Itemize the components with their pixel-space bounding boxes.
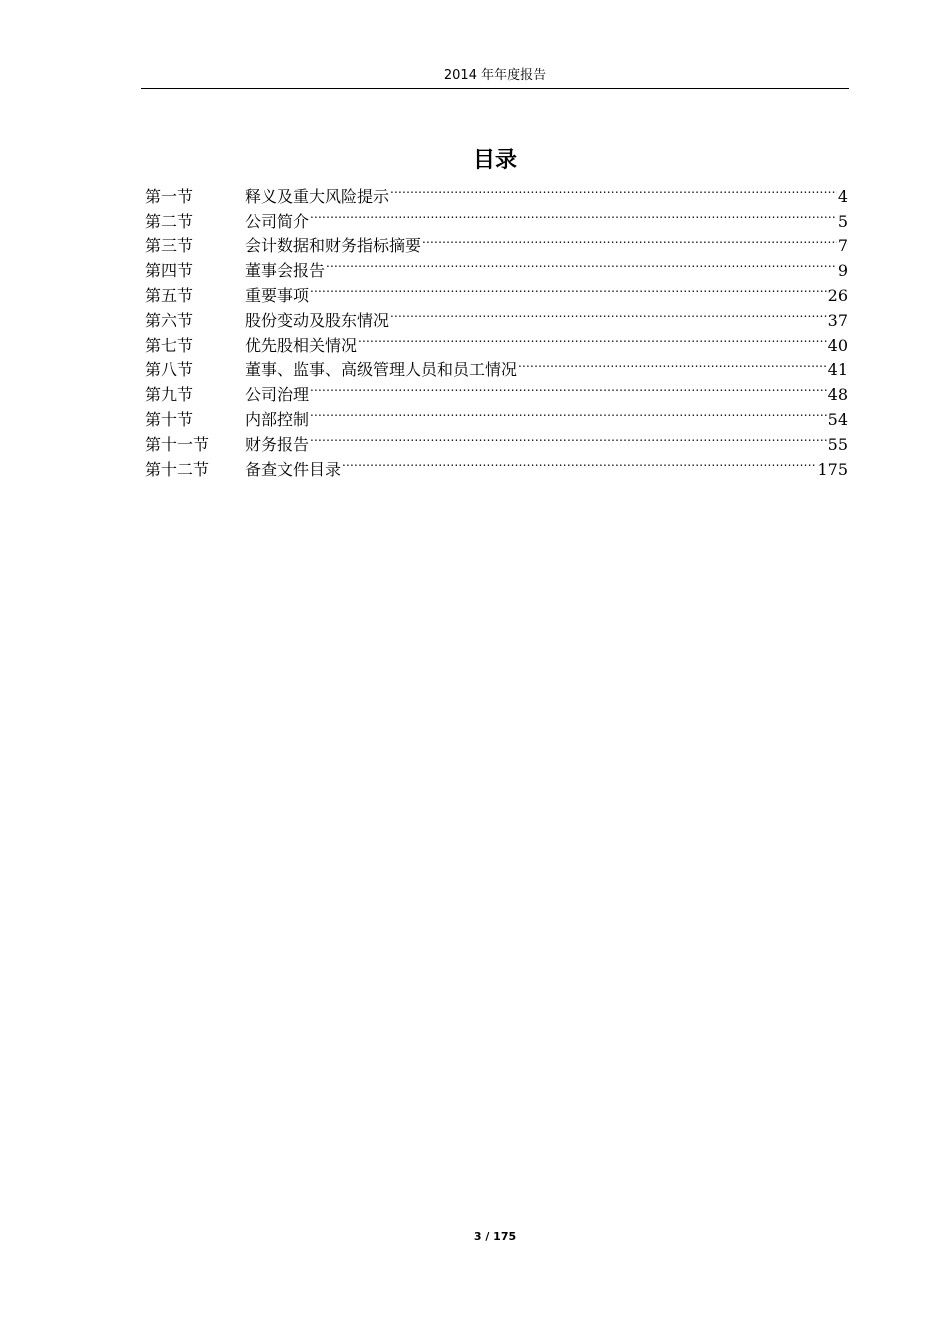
toc-leader-dots bbox=[326, 251, 837, 276]
toc-section-number: 第七节 bbox=[145, 335, 194, 355]
page-number-footer: 3 / 175 bbox=[473, 1230, 517, 1243]
toc-page-number: 9 bbox=[837, 261, 848, 281]
toc-leader-dots bbox=[390, 177, 837, 202]
toc-section-number: 第八节 bbox=[145, 360, 194, 380]
toc-leader-dots bbox=[390, 301, 827, 326]
toc-leader-dots bbox=[422, 227, 837, 252]
toc-page-number: 40 bbox=[827, 335, 848, 355]
toc-leader-dots bbox=[358, 326, 827, 351]
toc-section-title: 董事会报告 bbox=[245, 261, 326, 281]
toc-section-number: 第六节 bbox=[145, 310, 194, 330]
toc-page-number: 175 bbox=[817, 459, 848, 479]
toc-leader-dots bbox=[342, 450, 816, 475]
toc-title: 目录 bbox=[472, 148, 517, 173]
toc-page-number: 41 bbox=[827, 360, 848, 380]
toc-section-title: 重要事项 bbox=[245, 285, 310, 305]
toc-section-title: 内部控制 bbox=[245, 409, 310, 429]
header-divider bbox=[141, 88, 849, 89]
toc-leader-dots bbox=[310, 425, 827, 450]
toc-section-number: 第九节 bbox=[145, 385, 194, 405]
toc-leader-dots bbox=[310, 375, 827, 400]
toc-section-title: 股份变动及股东情况 bbox=[245, 310, 390, 330]
toc-page-number: 26 bbox=[827, 285, 848, 305]
toc-section-number: 第十节 bbox=[145, 409, 194, 429]
toc-entry[interactable] bbox=[145, 177, 848, 206]
toc-leader-dots bbox=[310, 202, 837, 227]
toc-page-number: 48 bbox=[827, 385, 848, 405]
toc-page-number: 7 bbox=[837, 236, 848, 256]
toc-section-title: 备查文件目录 bbox=[245, 459, 342, 479]
toc-section-number: 第三节 bbox=[145, 236, 194, 256]
toc-section-title: 优先股相关情况 bbox=[245, 335, 358, 355]
table-of-contents bbox=[145, 177, 848, 479]
page-header: 2014 年年度报告 bbox=[443, 68, 547, 83]
toc-section-number: 第五节 bbox=[145, 285, 194, 305]
toc-page-number: 54 bbox=[827, 409, 848, 429]
toc-section-number: 第二节 bbox=[145, 211, 194, 231]
toc-section-title: 公司治理 bbox=[245, 385, 310, 405]
toc-leader-dots bbox=[310, 276, 827, 301]
toc-section-number: 第十二节 bbox=[145, 459, 210, 479]
toc-page-number: 37 bbox=[827, 310, 848, 330]
toc-leader-dots bbox=[310, 400, 827, 425]
toc-leader-dots bbox=[518, 351, 827, 376]
toc-page-number: 55 bbox=[827, 434, 848, 454]
toc-section-title: 公司简介 bbox=[245, 211, 310, 231]
toc-page-number: 4 bbox=[837, 186, 848, 206]
toc-page-number: 5 bbox=[837, 211, 848, 231]
toc-section-title: 财务报告 bbox=[245, 434, 310, 454]
toc-section-title: 董事、监事、高级管理人员和员工情况 bbox=[245, 360, 518, 380]
toc-section-number: 第一节 bbox=[145, 186, 194, 206]
toc-section-number: 第四节 bbox=[145, 261, 194, 281]
toc-section-title: 会计数据和财务指标摘要 bbox=[245, 236, 422, 256]
toc-section-title: 释义及重大风险提示 bbox=[245, 186, 390, 206]
toc-section-number: 第十一节 bbox=[145, 434, 210, 454]
